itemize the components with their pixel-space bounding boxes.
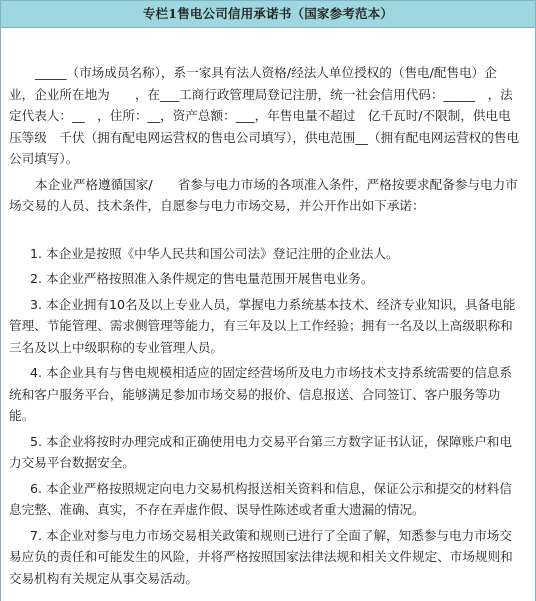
- list-item: 5. 本企业将按时办理完成和正确使用电力交易平台第三方数字证书认证，保障账户和电力交易平台数据安全。: [9, 433, 512, 470]
- list-item: 7. 本企业对参与电力市场交易相关政策和规则已进行了全面了解，知悉参与电力市场交易应负的责任和可能发生的风险，并将严格按照国家法律法规和相关文件规定、市场规则和交易机构有关规定从事交易活动。: [9, 527, 513, 586]
- commitment-paragraph: 本企业严格遵循国家/ 省参与电力市场的各项准入条件，严格按要求配备参与电力市场交易的人员、技术条件，自愿参与电力市场交易，并公开作出如下承诺：: [9, 176, 518, 213]
- document-title: 专栏1售电公司信用承诺书（国家参考范本）: [1, 1, 535, 28]
- list-item: 4. 本企业具有与售电规模相适应的固定经营场所及电力市场技术支持系统需要的信息系统和客户服务平台，能够满足参加市场交易的报价、信息报送、合同签订、客户服务等功能。: [9, 365, 512, 423]
- list-item: 1. 本企业是按照《中华人民共和国公司法》登记注册的企业法人。: [30, 245, 399, 261]
- list-item: 3. 本企业拥有10名及以上专业人员，掌握电力系统基本技术、经济专业知识，具备电能管理、节能管理、需求侧管理等能力，有三年及以上工作经验；拥有一名及以上高级职称和三名及以上中级职称的专业管理人员。: [9, 296, 516, 355]
- list-item: 6. 本企业严格按照规定向电力交易机构报送相关资料和信息，保证公示和提交的材料信息完整、准确、真实，不存在弄虚作假、误导性陈述或者重大遗漏的情况。: [9, 480, 512, 517]
- document-body: [1, 28, 535, 589]
- intro-paragraph: _____（市场成员名称），系一家具有法人资格/经法人单位授权的（售电/配售电）企业，企业所在地为 ，在___工商行政管理局登记注册，统一社会信用代码：_____ ，法定代表人：__ ，住所：__，资产总额：___，年售电量不超过 亿千瓦时/不限制，供电电压等级 千伏（拥有配电网运营权的售电公司填写），供电范围__（拥有配电网运营权的售电公司填写）。: [9, 65, 520, 166]
- list-item: 2. 本企业严格按照准入条件规定的售电量范围开展售电业务。: [30, 271, 374, 286]
